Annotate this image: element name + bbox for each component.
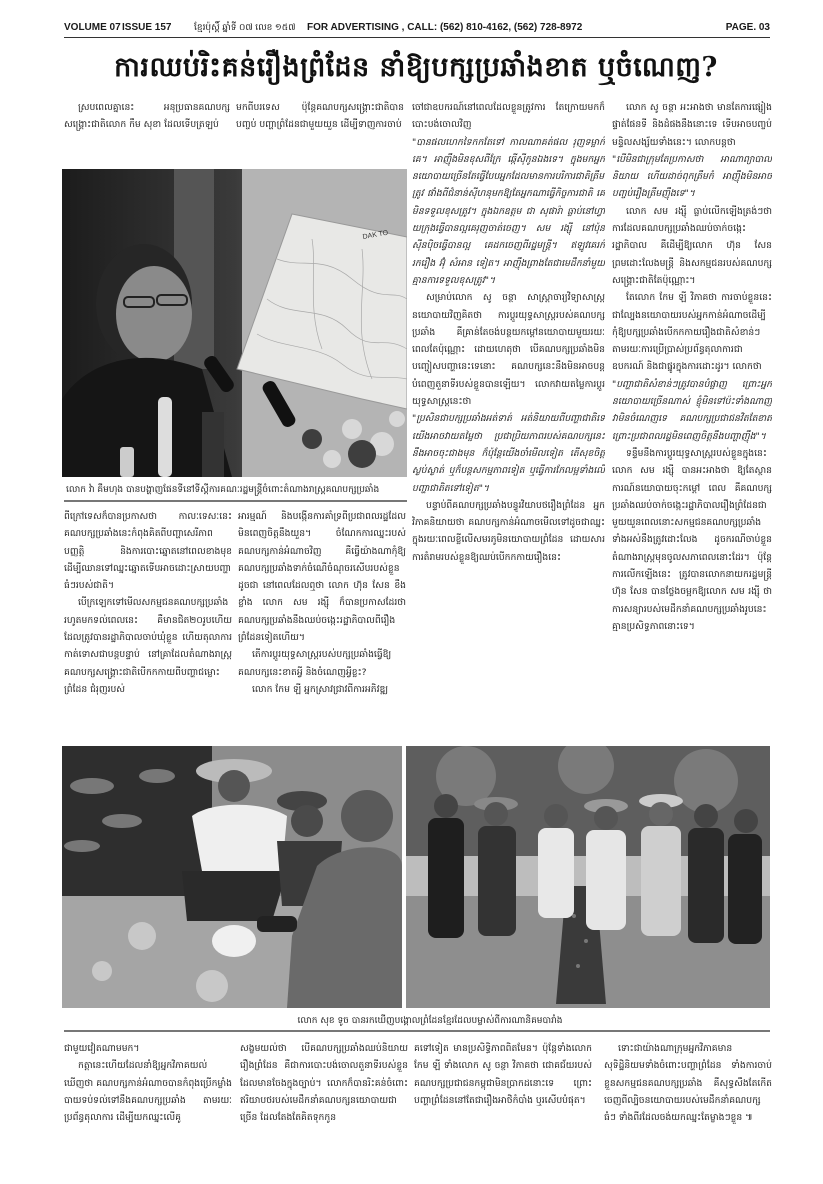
paragraph: បន្ទាប់ពីគណបក្សប្រឆាំងបន្ធូរវិយាបថរឿងព្រំដែន អ្នកវិភាគនិយាយថា គណបក្សកាន់អំណាចមើលទៅដូចជាឈ្នះក្នុងរយៈពេលខ្លីលើសមរភូមិនយោបាយព្រំដែន ដោយសារការតំរាមរបស់ខ្លួនឱ្យឈប់បើកកកាយរឿងនេះ (412, 499, 605, 563)
photo-man-holding-map (62, 169, 407, 477)
column-4 (612, 99, 772, 747)
quote-paragraph: "បើមិនជាក្រុមតែប្រកាសថា អាណាព្យាបាលនិយាយ ហើយដាច់ពុកត្រឹមកំ អាញ៉ឹងមិនអាចបញ្ចប់រឿងត្រឹមញ៉ឹងទេ"។ (612, 153, 772, 200)
paragraph: បើក្រឡេកទៅមើលសកម្មជនគណបក្សប្រឆាំងរហូតមកទល់ពេលនេះ គឺមានជិត២០រូបហើយ ដែលត្រូវបានរដ្ឋាភិបាលចាប់ឃុំខ្លួន ហើយតុលាការកាត់ទោសជាបន្តបន្ទាប់ នៅគ្រាដែលតំណាងរាស្ត្រគណបក្សសង្គ្រោះជាតិបើកកកាយពីបញ្ហាជម្លោះព្រំដែន ជំរុញរបស់ (64, 597, 232, 695)
paragraph: គទៅទៀត មានប្រសិទ្ធិភាពពិតមែន។ ប៉ុន្តែទាំងលោក កែម ឡី ទាំងលោក សូ ចន្ថា វិភាគថា ជោគជ័យរបស់គណបក្សប្រជាជនកម្ពុជាមិនប្រាកដនោះទេ ព្រោះបញ្ហាព្រំដែននៅតែជារឿងអាថិកំបាំង ឬរសើបបំផុត។ (414, 1043, 592, 1106)
paragraph: ពីក្រៅទេសក៏បានប្រកាសថា កាលៈទេសៈនេះ គណបក្សប្រឆាំងនេះកំពុងគិតពីបញ្ហាសេរីភាពបញ្ញត្តិ និងការបោះឆ្នោតនៅពេលខាងមុខ ដើម្បីឈានទៅឈ្នះឆ្នោតទើបអាចដោះស្រាយបញ្ហាធំៗរបស់ជាតិ។ (64, 511, 232, 592)
photo-group-at-border-marker (406, 746, 770, 1008)
photo-graphic (62, 169, 407, 477)
photo-graphic (62, 746, 402, 1008)
masthead-bar (64, 20, 770, 38)
bottom-column-3 (414, 1040, 592, 1140)
column-2-intro (236, 99, 404, 139)
photo-men-at-border-post (62, 746, 402, 1008)
advertising-contact: FOR ADVERTISING , CALL: (562) 810-4162, (562) 728-8972 (307, 22, 583, 33)
photo-caption-border-marker: លោក សុខ ទូច បានរកឃើញបង្គោលព្រំដែនខ្មែរដែលបម្លាស់ពីការណានិគមបារាំង (297, 1016, 563, 1026)
quote-paragraph: "បានផលហេកទៃកកតែទៅ កាលណាគត់ផល រុញទម្លាក់គេ។ អាញ៉ឹងមិនខុសពីក្រែ ឆ្កើស៊ីកូនឯងទេ។ ក្នុងមកអ្នកនយោបាយច្រើនតែធ្វើបែបអ្នកដែលមានការបរិការជាតិត្រឹមត្រូវ ផាំងពីជំនាន់ស៊ីហនុមកឱ្យតែអ្នកណាធ្វើកិច្ចការជាតិ គេមិនទទួលខុសត្រូវ។ ក្នុងឯកឧត្តម ជា សុផារ៉ា ធ្លាប់នៅហ្វាយក្រុងធ្វើបានល្អគេរុញចាត់ចេញ។ សម រង្ស៊ី នៅប៉ុនស៊ីនបុិចធ្វើបានល្អ គេដកចេញពីរដ្ឋមន្ត្រី។ ឥឡូវគេរក់រករឿង អ៊ុំ សំអាន ទៀត។ អាញ៉ឹងព្រាងតែជាមេដឹកនាំមួយគ្មានការទទួលខុសត្រូវ"។ (412, 136, 605, 286)
paragraph: តែលោក កែម ឡី វិភាគថា ការចាប់ខ្លួននេះជាល្បែងនយោបាយរបស់អ្នកកាន់អំណាចដើម្បីកុំឱ្យបក្សប្រឆាំងបើកកកាយរឿងជាតិសំខាន់ៗ តាមរយៈការប្រើប្រាស់ប្រព័ន្ធតុលាការជាឧបករណ៍ និងជាផ្នូរក្នុងការដោះដូរ។ លោកថា (612, 292, 772, 373)
paragraph: លោក កែម ឡី អ្នកស្រាវជ្រាវពីការអភិវឌ្ឍ (252, 683, 389, 695)
paragraph: កត្តានេះហើយដែលនាំឱ្យអ្នកវិភាគយល់ឃើញថា គណបក្សកាន់អំណាចបានកំពុងប្រើកម្លាំងបាយទប់ទល់ទៅនឹងគណបក្សប្រឆាំង តាមរយៈប្រព័ន្ធតុលាការ ដើម្បីយកឈ្នះលើគូ (64, 1060, 232, 1124)
paragraph: សង្ខមយល់ថា បើគណបក្សប្រឆាំងឈប់និយាយរឿងព្រំដែន គឺជាការបោះបង់ចោលតួនាទីរបស់ខ្លួនដែលមានចែងក្នុងច្បាប់។ លោកក៏បានរិះគន់ចំពោះឥរិយាបថរបស់មេដឹកនាំគណបក្សនយោបាយជាច្រើន ដែលតែងតែគិតទុកកូន (240, 1043, 408, 1124)
caption-divider (64, 1030, 770, 1032)
map-label: DAK TO (362, 229, 389, 241)
paragraph: ទោះជាយ៉ាងណាក្រុមអ្នកវិភាគមានសុទិដ្ឋិនិយមទាំងចំពោះបញ្ហាព្រំដែន ទាំងការចាប់ខ្លួនសកម្មជនគណបក្សប្រឆាំង គឺសុទ្ធសឹងតែកើតចេញពីល្បិចនយោបាយរបស់មេដឹកនាំគណបក្សធំៗ ទាំងពីរដែលចង់យកឈ្នះតែម្ខាងៗខ្លួន ៕ (604, 1043, 772, 1124)
bottom-column-1 (64, 1040, 232, 1140)
paragraph: សម្រាប់លោក សូ ចន្ថា សាស្ត្រាចារ្យវិទ្យាសាស្ត្រនយោបាយវិញគិតថា ការប្តូរយុទ្ធសាស្ត្ររបស់គណបក្សប្រឆាំង គឺគ្រាន់តែចង់បន្ថយកម្តៅនយោបាយមួយរយៈពេលតែប៉ុណ្ណោះ ដោយហេតុថា បើគណបក្សប្រឆាំងមិនបញ្ចៀសបញ្ហានេះទេនោះ គណបក្សនេះនឹងមិនអាចបន្តបំពេញតួនាទីរបស់ខ្លួនបានឡើយ។ លោកវាយតម្លៃការប្តូរយុទ្ធសាស្ត្រនេះថា (412, 292, 605, 408)
paragraph: មកពីបរទេស ប៉ុន្តែគណបក្សសង្គ្រោះជាតិបានបញ្ចប់ បញ្ហាព្រំដែនជាមួយយួន ដើម្បីទាញការចាប់ (236, 102, 404, 131)
paragraph: លោក សូ ចន្ថា អះអាងថា មានតែការផ្សៀងផ្ទាត់ផែនទី និងដំផងនឹងនោះទេ ទើបអាចបញ្ចប់មន្ទិលសង្ស័យទាំងនេះ។ លោកបន្តថា (612, 102, 772, 148)
column-3 (412, 99, 605, 747)
paragraph: ទន្ទឹមនឹងការប្តូរយុទ្ធសាស្ត្ររបស់ខ្លួនក្នុងនេះ លោក សម រង្ស៊ី បានអះអាងថា ឱ្យតែស្ថានការណ៍នយោបាយចុះកម្តៅ ពេល គឺគណបក្សប្រឆាំងឈប់ចាក់ចង្កេះរដ្ឋាភិបាលរឿងព្រំដែនជាមួយយួនពេលនោះសកម្មជនគណបក្សប្រឆាំងទាំងអស់នឹងត្រូវដោះលែង ដូចករណីចាប់ខ្លួនតំណាងរាស្ត្រមុនចូលសភាពេលនោះដែរ។ ប៉ុន្តែការលើកឡើងនេះ ត្រូវបានលោកនាយករដ្ឋមន្ត្រី ហ៊ុន សែន បានថ្លែងចម្អកឱ្យលោក សម រង្ស៊ី ថា ការសន្យារបស់មេដឹកនាំគណបក្សប្រឆាំងរូបនេះគ្មានប្រសិទ្ធភាពនោះទេ។ (612, 447, 772, 632)
page-number: PAGE. 03 (725, 22, 770, 33)
paragraph: អារម្មណ៍ និងបង្កើនការគាំទ្រពីប្រជាពលរដ្ឋដែលមិនពេញចិត្តនឹងយួន។ ចំណែកការឈ្នះរបស់គណបក្សកាន់អំណាចវិញ គឺធ្វើយ៉ាងណាកុំឱ្យគណបក្សប្រឆាំងទាក់ចំណើចំណុចរសើបរបស់ខ្លួនដូចជា នៅពេលដែលឮថា លោក ហ៊ុន សែន ខឹងខ្លាំង លោក សម រង្ស៊ី ក៏បានប្រកាសដែរថា គណបក្សប្រឆាំងនឹងឈប់ចង្កេះរដ្ឋាភិបាលពីរឿងព្រំដែនទៀតហើយ។ (238, 511, 406, 644)
paragraph: លោក សម រង្ស៊ី ធ្លាប់លើកឡើងត្រង់ៗថា ការដែលគណបក្សប្រឆាំងឈប់ចាក់ចង្កេះរដ្ឋាភិបាល គឺដើម្បីឱ្យលោក ហ៊ុន សែន ព្រមដោះលែងមន្ត្រី និងសកម្មជនរបស់គណបក្សសង្គ្រោះជាតិតែប៉ុណ្ណោះ។ (612, 205, 772, 286)
column-1-middle (64, 508, 232, 744)
column-1-intro (64, 99, 230, 139)
photo-caption-map: លោក វ៉ា គឹមហុង បានបង្ហាញផែនទីនៅទីស្តីការគណៈរដ្ឋមន្ត្រីចំពោះតំណាងរាស្ត្រគណបក្សប្រឆាំង (66, 485, 380, 495)
paragraph: ជាមួយវៀតណាមមក។ (64, 1043, 140, 1054)
article-headline: ការឈប់រិះគន់រឿងព្រំដែន នាំឱ្យបក្សប្រឆាំងខាត ឬចំណេញ? (114, 52, 718, 83)
bottom-column-2 (240, 1040, 408, 1140)
column-2-middle (238, 508, 406, 744)
paragraph: ចៅជាឧបករណ៍នៅពេលដែលខ្លួនត្រូវការ តែក្រោយមកក៏បោះបង់ចោលវិញ (412, 102, 605, 131)
khmer-date-label: ខ្មែរប៉ុស្តិ៍ ឆ្នាំទី ០៧ លេខ ១៥៧ (194, 22, 296, 32)
paragraph: ស្របពេលគ្នានេះ អនុប្រធានគណបក្សសង្គ្រោះជាតិលោក កឹម សុខា ដែលទើបត្រឡប់ (64, 102, 230, 131)
volume-label: VOLUME 07 (64, 22, 121, 33)
bottom-column-4 (604, 1040, 772, 1140)
issue-label: ISSUE 157 (122, 22, 172, 33)
quote-paragraph: "បញ្ហាជាតិសំខាន់ៗត្រូវបានបំផ្លាញ ព្រោះអ្នកនយោបាយច្រើនណាស់ ខ្ញុំមិនទៅប៉ះទាំងណាញ វាមិនចំណេញទេ គណបក្សប្រជាជនវិតតែខាត ព្រោះប្រជាពលរដ្ឋមិនពេញចិត្តនឹងបញ្ហាញ៉ឹង"។ (612, 378, 772, 442)
paragraph: តើការប្តូរយុទ្ធសាស្ត្ររបស់បក្សប្រឆាំងធ្វើឱ្យគណបក្សនេះខាតអ្វី និងចំណេញអ្វីខ្លះ? (238, 649, 392, 678)
photo-graphic (406, 746, 770, 1008)
caption-divider (64, 500, 407, 502)
quote-paragraph: "ប្រសិនជាបក្សប្រឆាំងអត់ទាត់ អត់និយាយពីបញ្ហាជាតិទេ យើងអាចវាយតម្លៃថា ប្រជាប្រិយភាពរបស់គណបក្សនេះនឹងអាចចុះជាងមុន ក៏ប៉ុន្តែយើងចាំមើលទៀត តើសុខចិត្តស្ងប់ស្ងាត់ ឬក៏បន្តសកម្មភាពទៀត ឬធ្វើការកែលម្អទាំងលើបញ្ហាជាតិតទៅទៀត"។ (412, 413, 605, 494)
